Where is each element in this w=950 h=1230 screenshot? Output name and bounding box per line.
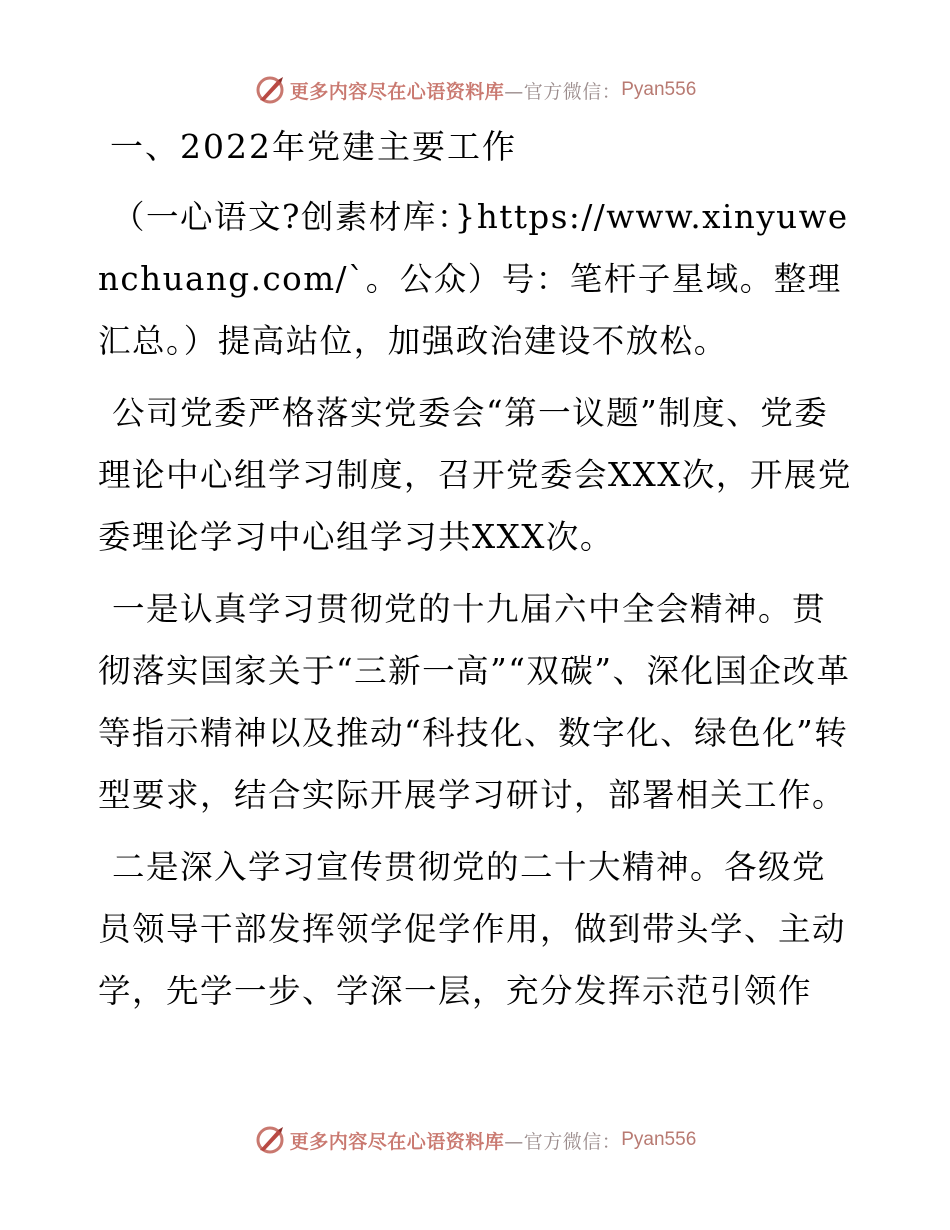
watermark-site-text: 更多内容尽在心语资料库: [289, 80, 505, 103]
paragraph-2: 公司党委严格落实党委会“第一议题”制度、党委理论中心组学习制度，召开党委会XXX次，开展党委理论学习中心组学习共XXX次。: [98, 394, 852, 556]
section-heading: 一、2022年党建主要工作: [110, 127, 517, 166]
watermark-separator-text: —官方微信：: [504, 1130, 622, 1153]
watermark-wechat-id: Pyan556: [621, 1129, 697, 1150]
footer-watermark: [0, 1120, 950, 1160]
document-body: [98, 118, 858, 1032]
quill-logo-icon: [254, 74, 286, 106]
paragraph-1: （一心语文?创素材库：}https://www.xinyuwenchuang.com/`。公众）号：笔杆子星域。整理汇总。）提高站位，加强政治建设不放松。: [98, 198, 849, 360]
watermark-wechat-id: Pyan556: [621, 79, 697, 100]
watermark-site-text: 更多内容尽在心语资料库: [289, 1130, 505, 1153]
paragraph-4: 二是深入学习宣传贯彻党的二十大精神。各级党员领导干部发挥领学促学作用，做到带头学、主动学，先学一步、学深一层，充分发挥示范引领作: [98, 848, 847, 1010]
header-watermark: [0, 70, 950, 110]
quill-logo-icon: [254, 1124, 286, 1156]
paragraph-3: 一是认真学习贯彻党的十九届六中全会精神。贯彻落实国家关于“三新一高”“双碳”、深化国企改革等指示精神以及推动“科技化、数字化、绿色化”转型要求，结合实际开展学习研讨，部署相关工作。: [98, 590, 851, 814]
watermark-separator-text: —官方微信：: [504, 80, 622, 103]
